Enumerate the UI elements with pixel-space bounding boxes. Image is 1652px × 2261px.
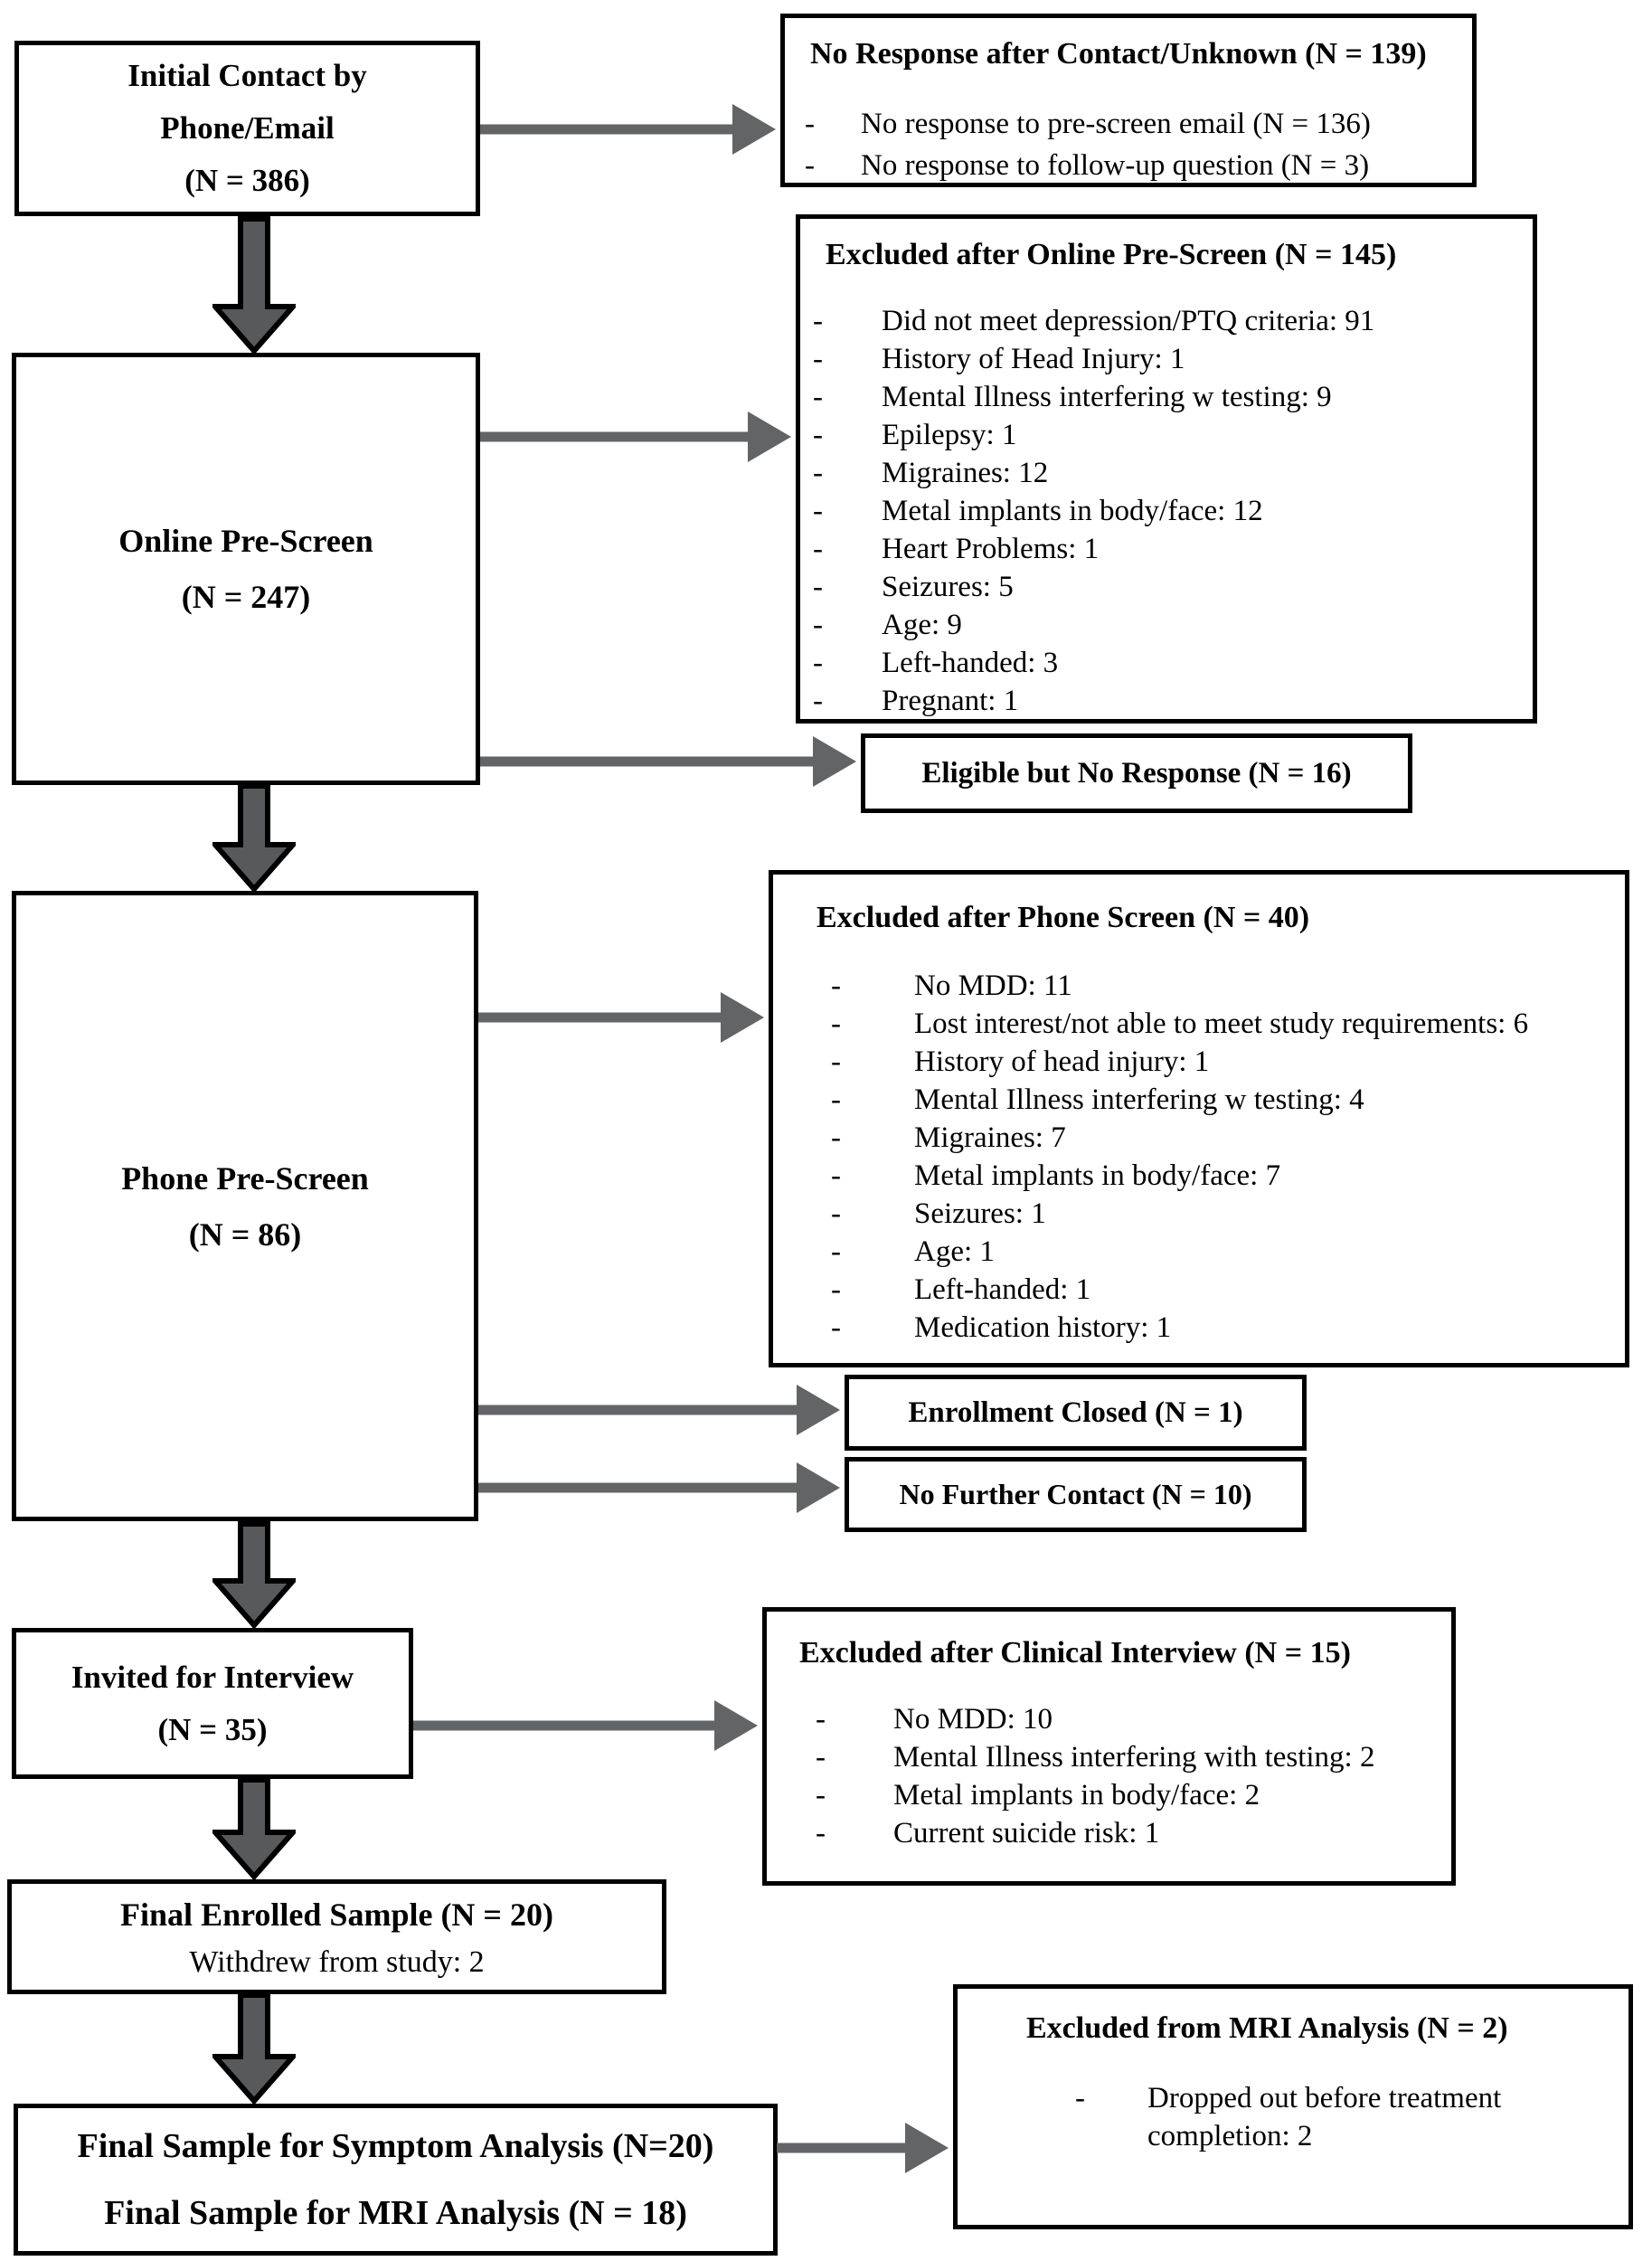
box-text-line: (N = 386) bbox=[184, 163, 310, 198]
bullet-item bbox=[831, 967, 1625, 1005]
box-excluded-mri-analysis bbox=[953, 1984, 1633, 2229]
bullet-dash: - bbox=[831, 1008, 841, 1040]
bullet-item bbox=[1075, 2079, 1628, 2155]
bullet-item bbox=[831, 1043, 1625, 1081]
bullet-dash: - bbox=[805, 108, 815, 140]
bullet-item bbox=[816, 1700, 1451, 1738]
bullet-text: Age: 9 bbox=[882, 609, 962, 641]
bullet-item bbox=[816, 1738, 1451, 1776]
bullet-item bbox=[813, 340, 1533, 378]
box-final-sample bbox=[14, 2104, 778, 2256]
bullet-text: History of Head Injury: 1 bbox=[882, 343, 1185, 375]
box-title: Excluded after Phone Screen (N = 40) bbox=[817, 901, 1310, 934]
bullet-item bbox=[813, 492, 1533, 530]
bullet-text: Did not meet depression/PTQ criteria: 91 bbox=[882, 305, 1375, 337]
box-final-enrolled bbox=[7, 1879, 666, 1994]
bullet-list bbox=[785, 103, 1472, 186]
box-excluded-online-prescreen bbox=[796, 214, 1537, 724]
bullet-text: Age: 1 bbox=[914, 1235, 995, 1268]
bullet-dash: - bbox=[831, 1159, 841, 1192]
box-text-line: (N = 35) bbox=[157, 1711, 268, 1747]
bullet-text: Current suicide risk: 1 bbox=[893, 1817, 1160, 1849]
down-arrow-icon bbox=[212, 1777, 296, 1879]
right-arrow-icon bbox=[478, 1383, 842, 1437]
bullet-item bbox=[831, 1195, 1625, 1233]
box-text-line: Online Pre-Screen bbox=[118, 523, 373, 559]
bullet-dash: - bbox=[831, 1197, 841, 1230]
box-no-further-contact bbox=[845, 1457, 1307, 1532]
box-text-line: Phone/Email bbox=[160, 110, 335, 146]
bullet-dash: - bbox=[813, 419, 823, 451]
right-arrow-to-excluded-mri bbox=[777, 2121, 950, 2175]
right-arrow-icon bbox=[478, 1461, 842, 1515]
right-arrow-icon bbox=[478, 990, 766, 1045]
bullet-dash: - bbox=[813, 457, 823, 489]
right-arrow-to-excluded-interview bbox=[413, 1698, 760, 1753]
right-arrow-icon bbox=[777, 2121, 950, 2175]
bullet-text: No MDD: 11 bbox=[914, 970, 1072, 1002]
box-title: Excluded after Online Pre-Screen (N = 145) bbox=[826, 238, 1397, 271]
bullet-dash: - bbox=[813, 381, 823, 413]
bullet-text: Heart Problems: 1 bbox=[882, 533, 1100, 565]
bullet-dash: - bbox=[831, 1121, 841, 1154]
bullet-text: No response to follow-up question (N = 3) bbox=[861, 149, 1370, 182]
bullet-dash: - bbox=[813, 305, 823, 337]
box-subtitle: Withdrew from study: 2 bbox=[189, 1944, 485, 1979]
down-arrow-initial-to-online bbox=[212, 216, 296, 354]
bullet-item bbox=[831, 1005, 1625, 1043]
bullet-text: No MDD: 10 bbox=[893, 1703, 1053, 1736]
bullet-dash: - bbox=[813, 647, 823, 679]
bullet-text: Migraines: 7 bbox=[914, 1121, 1066, 1154]
bullet-text: Medication history: 1 bbox=[914, 1311, 1172, 1344]
right-arrow-to-excluded-phone bbox=[478, 990, 766, 1045]
right-arrow-icon bbox=[480, 102, 778, 156]
down-arrow-icon bbox=[212, 1992, 296, 2104]
box-title: Excluded from MRI Analysis (N = 2) bbox=[1026, 2011, 1508, 2045]
down-arrow-icon bbox=[212, 783, 296, 892]
bullet-dash: - bbox=[816, 1817, 826, 1849]
bullet-text: Mental Illness interfering with testing: 2 bbox=[893, 1741, 1375, 1774]
bullet-item bbox=[813, 530, 1533, 568]
bullet-dash: - bbox=[816, 1741, 826, 1774]
bullet-list bbox=[767, 1700, 1451, 1852]
down-arrow-phone-to-interview bbox=[212, 1521, 296, 1628]
box-online-prescreen bbox=[12, 353, 480, 785]
bullet-dash: - bbox=[831, 1273, 841, 1306]
bullet-item bbox=[813, 606, 1533, 644]
bullet-dash: - bbox=[831, 1045, 841, 1078]
bullet-text: Seizures: 1 bbox=[914, 1197, 1046, 1230]
box-text-line: (N = 86) bbox=[188, 1216, 302, 1253]
bullet-dash: - bbox=[813, 343, 823, 375]
bullet-item bbox=[813, 454, 1533, 492]
bullet-item bbox=[813, 682, 1533, 720]
box-no-response-after-contact bbox=[780, 14, 1477, 187]
right-arrow-to-no-further-contact bbox=[478, 1461, 842, 1515]
down-arrow-online-to-phone bbox=[212, 783, 296, 892]
bullet-item bbox=[831, 1233, 1625, 1271]
bullet-text: Metal implants in body/face: 2 bbox=[893, 1779, 1260, 1812]
bullet-item bbox=[805, 145, 1472, 186]
box-title: Excluded after Clinical Interview (N = 15) bbox=[799, 1636, 1351, 1670]
bullet-text: Mental Illness interfering w testing: 4 bbox=[914, 1083, 1364, 1116]
right-arrow-icon bbox=[480, 734, 858, 789]
bullet-dash: - bbox=[831, 1311, 841, 1344]
bullet-text: Pregnant: 1 bbox=[882, 685, 1019, 717]
box-text-line: (N = 247) bbox=[181, 579, 311, 615]
down-arrow-icon bbox=[212, 216, 296, 354]
box-text-line: Initial Contact by bbox=[127, 58, 367, 93]
bullet-text: Dropped out before treatment completion: 2 bbox=[1147, 2082, 1502, 2152]
box-excluded-clinical-interview bbox=[762, 1607, 1456, 1886]
box-initial-contact bbox=[14, 41, 480, 216]
bullet-item bbox=[813, 568, 1533, 606]
bullet-text: History of head injury: 1 bbox=[914, 1045, 1210, 1078]
box-title: Enrollment Closed (N = 1) bbox=[908, 1395, 1243, 1429]
bullet-item bbox=[831, 1309, 1625, 1347]
bullet-item bbox=[831, 1157, 1625, 1195]
bullet-item bbox=[805, 103, 1472, 145]
bullet-item bbox=[816, 1814, 1451, 1852]
right-arrow-icon bbox=[413, 1698, 760, 1753]
bullet-item bbox=[831, 1271, 1625, 1309]
bullet-list bbox=[958, 2079, 1628, 2155]
bullet-dash: - bbox=[831, 1235, 841, 1268]
bullet-item bbox=[813, 302, 1533, 340]
bullet-text: Left-handed: 3 bbox=[882, 647, 1059, 679]
bullet-dash: - bbox=[813, 685, 823, 717]
bullet-text: Mental Illness interfering w testing: 9 bbox=[882, 381, 1332, 413]
box-phone-prescreen bbox=[12, 891, 478, 1521]
box-text-line: Final Sample for Symptom Analysis (N=20) bbox=[77, 2127, 714, 2165]
bullet-text: No response to pre-screen email (N = 136) bbox=[861, 108, 1371, 140]
bullet-text: Migraines: 12 bbox=[882, 457, 1049, 489]
box-invited-interview bbox=[12, 1628, 413, 1779]
bullet-dash: - bbox=[813, 571, 823, 603]
box-title: Eligible but No Response (N = 16) bbox=[921, 756, 1352, 790]
bullet-text: Seizures: 5 bbox=[882, 571, 1014, 603]
bullet-dash: - bbox=[816, 1703, 826, 1736]
box-excluded-phone-screen bbox=[769, 870, 1629, 1367]
bullet-dash: - bbox=[805, 149, 815, 182]
right-arrow-icon bbox=[480, 410, 793, 464]
bullet-dash: - bbox=[816, 1779, 826, 1812]
box-title: No Further Contact (N = 10) bbox=[899, 1478, 1252, 1510]
box-text-line: Final Sample for MRI Analysis (N = 18) bbox=[104, 2194, 687, 2232]
bullet-text: Metal implants in body/face: 7 bbox=[914, 1159, 1281, 1192]
down-arrow-enrolled-to-final bbox=[212, 1992, 296, 2104]
bullet-item bbox=[831, 1081, 1625, 1119]
down-arrow-interview-to-enrolled bbox=[212, 1777, 296, 1879]
down-arrow-icon bbox=[212, 1521, 296, 1628]
box-enrollment-closed bbox=[845, 1375, 1307, 1451]
box-text-line: Phone Pre-Screen bbox=[121, 1159, 369, 1197]
right-arrow-to-excluded-online bbox=[480, 410, 793, 464]
bullet-list bbox=[773, 967, 1625, 1347]
bullet-dash: - bbox=[813, 533, 823, 565]
bullet-dash: - bbox=[831, 970, 841, 1002]
right-arrow-to-no-response bbox=[480, 102, 778, 156]
box-text-line: Invited for Interview bbox=[71, 1659, 354, 1695]
bullet-item bbox=[816, 1776, 1451, 1814]
bullet-text: Lost interest/not able to meet study requirements: 6 bbox=[914, 1008, 1529, 1040]
right-arrow-to-enrollment-closed bbox=[478, 1383, 842, 1437]
bullet-item bbox=[813, 378, 1533, 416]
bullet-item bbox=[831, 1119, 1625, 1157]
bullet-dash: - bbox=[813, 609, 823, 641]
bullet-dash: - bbox=[1075, 2082, 1085, 2114]
bullet-item bbox=[813, 416, 1533, 454]
bullet-dash: - bbox=[831, 1083, 841, 1116]
bullet-text: Metal implants in body/face: 12 bbox=[882, 495, 1263, 527]
bullet-text: Epilepsy: 1 bbox=[882, 419, 1017, 451]
box-title: No Response after Contact/Unknown (N = 139) bbox=[810, 37, 1427, 71]
bullet-dash: - bbox=[813, 495, 823, 527]
bullet-item bbox=[813, 644, 1533, 682]
box-eligible-no-response bbox=[861, 733, 1412, 813]
bullet-list bbox=[800, 302, 1533, 720]
right-arrow-to-eligible bbox=[480, 734, 858, 789]
box-title: Final Enrolled Sample (N = 20) bbox=[120, 1896, 553, 1933]
bullet-text: Left-handed: 1 bbox=[914, 1273, 1091, 1306]
